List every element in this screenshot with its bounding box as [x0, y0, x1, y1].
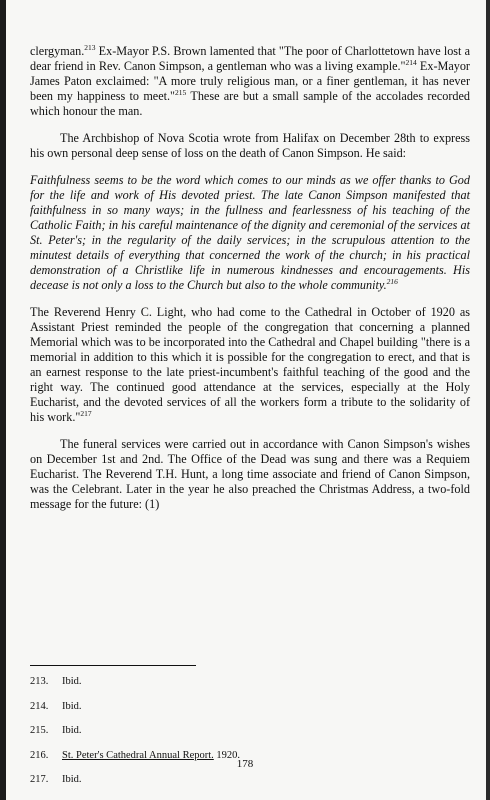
footnotes	[30, 676, 470, 799]
footnote-number: 215.	[30, 725, 49, 736]
footnote-text: Ibid.	[62, 700, 82, 712]
footnote-text: Ibid.	[62, 774, 82, 785]
footnote-text: Ibid.	[62, 725, 82, 736]
footnote-number: 217.	[30, 774, 49, 785]
paragraph-accolades: clergyman.$^{213}$ Ex-Mayor P.S. Brown lamented that "The poor of Charlottetown have lost a dear friend in Rev. Canon Simpson, a gentleman who was a living example."$^{214}$ Ex-Mayor James Paton exclaimed: "A more truly religious man, or a finer gentleman, it has never been my happiness to meet."$^{215}$ These are but a small sample of the accolades recorded which honour the man.	[30, 42, 470, 118]
paragraph-archbishop: The Archbishop of Nova Scotia wrote from Halifax on December 28th to express his own personal deep sense of loss on the death of Canon Simpson. He said:	[30, 131, 470, 160]
footnote-ref: 215	[175, 87, 187, 97]
paragraph-light: The Reverend Henry C. Light, who had come to the Cathedral in October of 1920 as Assistant Priest reminded the people of the congregation that concerning a planned Memorial which was to be incorporated into the Cathedral and Chapel building "there is a memorial in addition to this which it is possible for the congregation to erect, and that is an earnest response to the late priest-incumbent's faithful teaching of the good and the right way. The continued good attendance at the services, especially at the Holy Eucharist, and the devoted services of all the workers form a tribute to the solidarity of his work."$^{217}$	[30, 305, 470, 424]
footnote	[30, 676, 470, 701]
page-number: 178	[236, 758, 254, 770]
footnote-source-title: St. Peter's Cathedral Annual Report.	[62, 749, 214, 761]
body-text	[30, 44, 470, 512]
footnote-ref: 213	[84, 42, 96, 52]
footnote-source-year: 1920.	[213, 749, 241, 761]
footnote-number: 216.	[30, 749, 49, 761]
footnote-ref: 214	[405, 57, 417, 67]
footnote-number: 214.	[30, 700, 49, 712]
footnote	[30, 774, 470, 799]
footnote	[30, 725, 470, 750]
footnote-text: Ibid.	[62, 676, 82, 687]
scan-edge-right	[486, 0, 490, 800]
footnote	[30, 701, 470, 726]
quote-archbishop: Faithfulness seems to be the word which comes to our minds as we offer thanks to God for the life and work of His devoted priest. The late Canon Simpson manifested that faithfulness in so many ways; in the fullness and fearlessness of his teaching of the Catholic Faith; in his careful maintenance of the dignity and ceremonial of the services at St. Peter's; in the regularity of the daily services; in the scrupulous attention to the minutest details of everything that concerned the work of the church; in his practical demonstration of a Christlike life in numerous kindnesses and encouragements. His decease is not only a loss to the Church but also to the whole community.$^{216}$	[30, 173, 470, 292]
footnote-number: 213.	[30, 676, 49, 687]
scan-edge-left	[0, 0, 6, 800]
footnote-ref: 217	[80, 408, 92, 418]
footnote-ref: 216	[386, 276, 398, 286]
footnote-rule	[30, 665, 196, 666]
paragraph-funeral: The funeral services were carried out in accordance with Canon Simpson's wishes on December 1st and 2nd. The Office of the Dead was sung and there was a Requiem Eucharist. The Reverend T.H. Hunt, a long time associate and friend of Canon Simpson, was the Celebrant. Later in the year he also preached the Christmas Address, a two-fold message for the future: (1)	[30, 437, 470, 511]
